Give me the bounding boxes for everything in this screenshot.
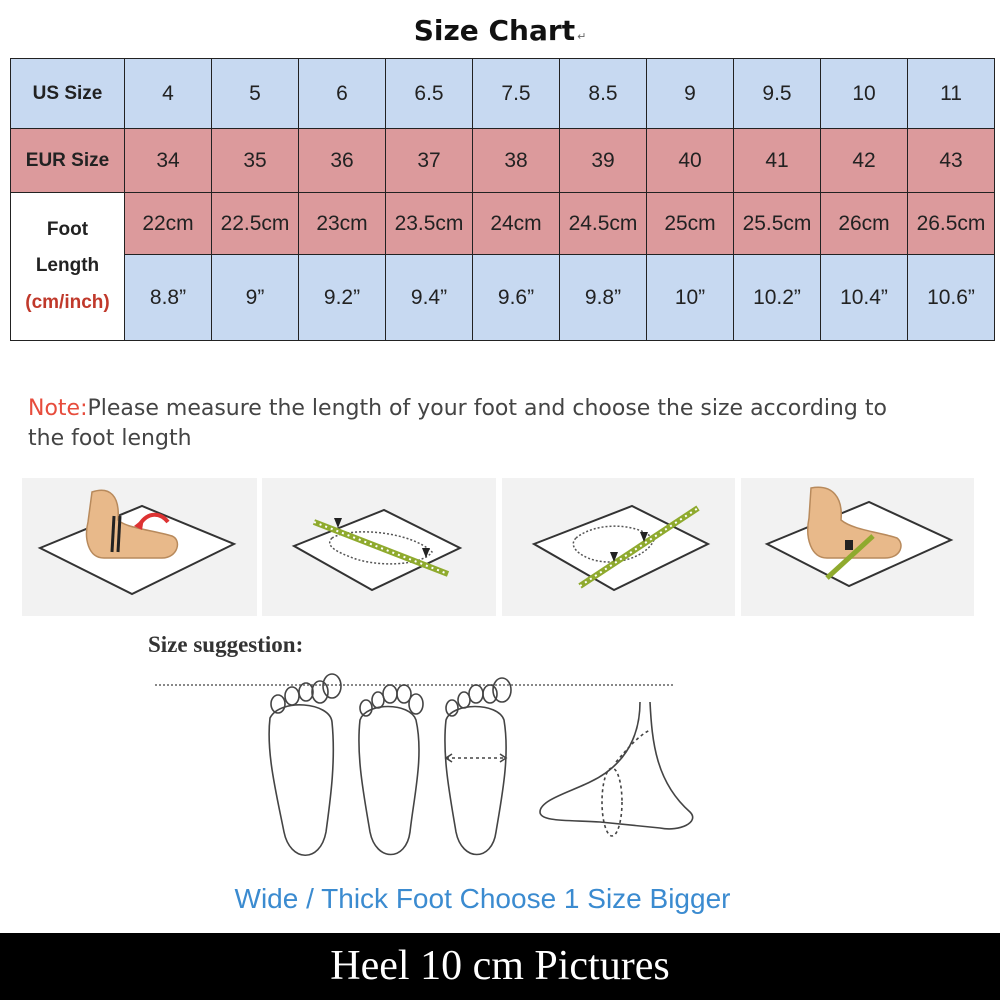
foot-label-unit: (cm/inch) [25, 291, 110, 313]
us-size-cell: 11 [908, 59, 995, 129]
eur-size-cell: 39 [560, 129, 647, 193]
us-size-cell: 9 [647, 59, 734, 129]
foot-inch-cell: 9” [212, 255, 299, 341]
us-size-cell: 8.5 [560, 59, 647, 129]
ruler-diagonal-illustration [502, 478, 735, 616]
eur-size-cell: 42 [821, 129, 908, 193]
foot-inch-cell: 9.4” [386, 255, 473, 341]
foot-width-illustration [741, 478, 974, 616]
foot-cm-cell: 25.5cm [734, 193, 821, 255]
foot-inch-cell: 10.4” [821, 255, 908, 341]
title-return-mark: ↵ [577, 30, 587, 43]
foot-inch-cell: 9.2” [299, 255, 386, 341]
foot-cm-cell: 25cm [647, 193, 734, 255]
title-text: Size Chart [413, 14, 576, 47]
eur-size-cell: 43 [908, 129, 995, 193]
note-text: Please measure the length of your foot and choose the size according to the foot length [28, 396, 887, 451]
eur-size-cell: 35 [212, 129, 299, 193]
foot-inch-cell: 9.6” [473, 255, 560, 341]
foot-cm-cell: 23.5cm [386, 193, 473, 255]
step-1-panel [22, 478, 257, 616]
eur-size-row [11, 129, 995, 193]
us-size-label: US Size [11, 59, 125, 129]
eur-size-cell: 38 [473, 129, 560, 193]
us-size-row [11, 59, 995, 129]
measurement-steps [0, 478, 1000, 618]
eur-size-cell: 41 [734, 129, 821, 193]
measure-note [28, 394, 928, 454]
us-size-cell: 7.5 [473, 59, 560, 129]
foot-cm-cell: 23cm [299, 193, 386, 255]
foot-label-line1: Foot [46, 219, 89, 241]
foot-inch-cell: 10.2” [734, 255, 821, 341]
foot-on-paper-illustration [22, 478, 257, 616]
eur-size-cell: 34 [125, 129, 212, 193]
heel-banner [0, 933, 1000, 1000]
outline-ruler-illustration [262, 478, 496, 616]
foot-types-illustration [240, 672, 720, 872]
eur-size-label: EUR Size [11, 129, 125, 193]
us-size-cell: 6.5 [386, 59, 473, 129]
size-suggestion-label: Size suggestion: [148, 632, 304, 657]
eur-size-cell: 37 [386, 129, 473, 193]
foot-outline-thick-icon [445, 678, 511, 855]
us-size-cell: 5 [212, 59, 299, 129]
us-size-cell: 10 [821, 59, 908, 129]
heel-banner-text: Heel 10 cm Pictures [330, 943, 670, 989]
foot-side-view-icon [540, 702, 693, 836]
foot-outline-normal-icon [359, 685, 423, 855]
foot-length-label [11, 193, 125, 341]
foot-cm-cell: 22.5cm [212, 193, 299, 255]
step-4-panel [741, 478, 974, 616]
step-2-panel [262, 478, 496, 616]
foot-inch-cell: 9.8” [560, 255, 647, 341]
foot-cm-cell: 24cm [473, 193, 560, 255]
foot-label-line2: Length [35, 255, 100, 277]
step-3-panel [502, 478, 735, 616]
foot-inch-cell: 8.8” [125, 255, 212, 341]
us-size-cell: 6 [299, 59, 386, 129]
us-size-cell: 9.5 [734, 59, 821, 129]
note-prefix: Note: [28, 396, 88, 421]
size-chart-title [0, 14, 1000, 47]
size-chart-table [10, 58, 995, 341]
foot-inch-cell: 10” [647, 255, 734, 341]
foot-inch-cell: 10.6” [908, 255, 995, 341]
foot-cm-cell: 22cm [125, 193, 212, 255]
us-size-cell: 4 [125, 59, 212, 129]
eur-size-cell: 40 [647, 129, 734, 193]
foot-cm-row [11, 193, 995, 255]
foot-cm-cell: 24.5cm [560, 193, 647, 255]
foot-outline-wide-icon [269, 674, 341, 855]
foot-inch-row [11, 255, 995, 341]
foot-cm-cell: 26.5cm [908, 193, 995, 255]
eur-size-cell: 36 [299, 129, 386, 193]
wide-foot-suggestion: Wide / Thick Foot Choose 1 Size Bigger [234, 883, 731, 914]
foot-cm-cell: 26cm [821, 193, 908, 255]
